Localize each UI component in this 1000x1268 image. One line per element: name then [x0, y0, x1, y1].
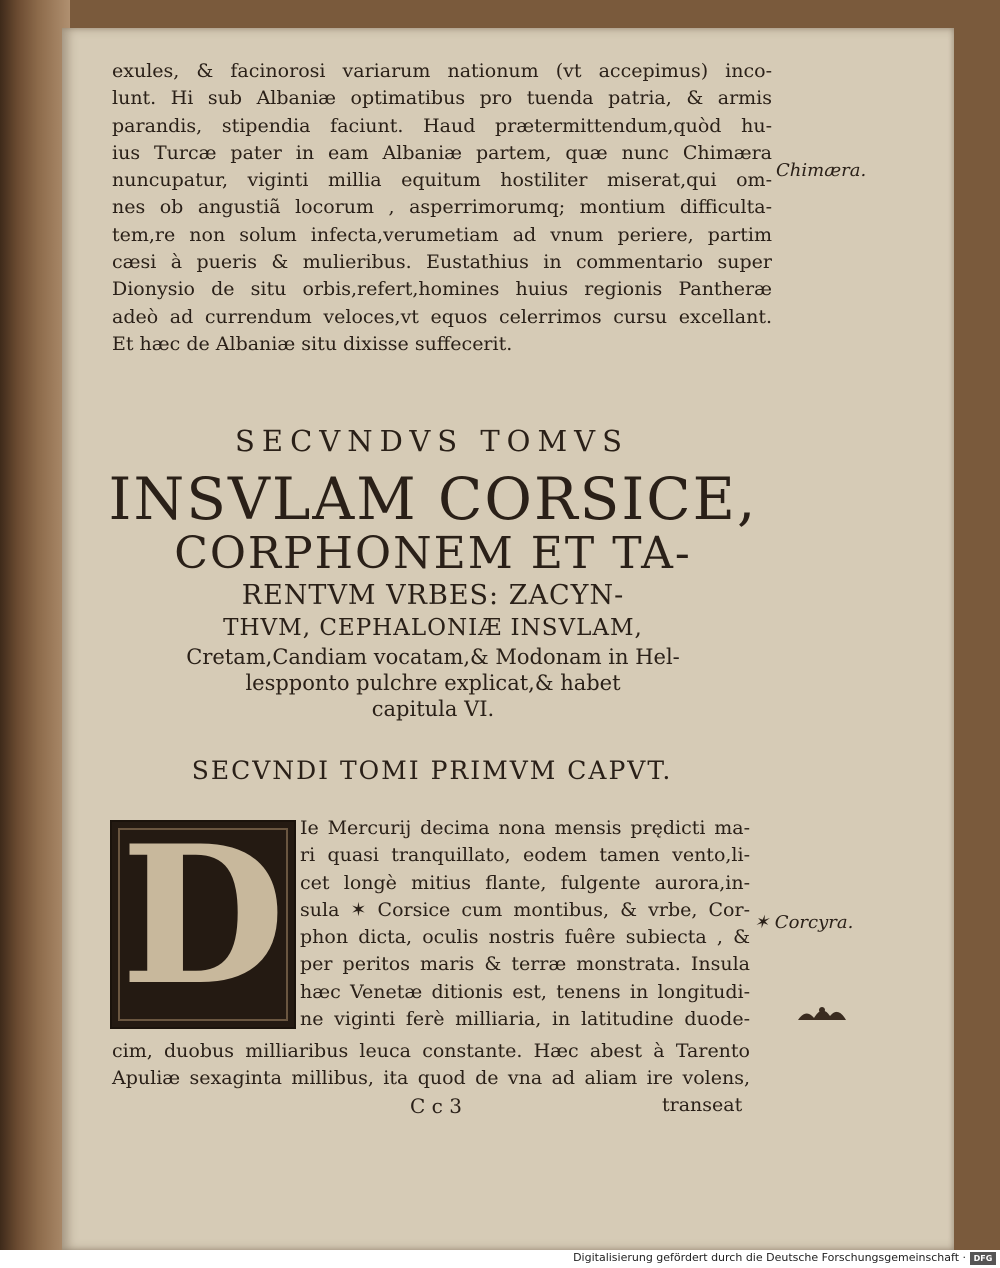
footer-credit: Digitalisierung gefördert durch die Deutsche Forschungsgemeinschaft · — [573, 1251, 966, 1264]
dfg-logo: DFG — [970, 1252, 996, 1265]
text-line: ne viginti ferè milliaria, in latitudine duode- — [300, 1008, 750, 1031]
text-line: Dionysio de situ orbis,refert,homines huius regionis Pantheræ — [112, 278, 772, 301]
text-line: tem,re non solum infecta,verumetiam ad vnum periere, partim — [112, 223, 772, 246]
text-line: phon dicta, oculis nostris fuêre subiecta , & — [300, 926, 750, 949]
marginal-note-chimaera: Chimæra. — [776, 160, 867, 181]
text-line: nes ob angustiã locorum , asperrimorumq; montium difficulta- — [112, 196, 772, 219]
title-line: CORPHONEM ET TA- — [174, 528, 692, 579]
text-line: exules, & facinorosi variarum nationum (vt accepimus) inco- — [112, 60, 772, 82]
caput-heading: SECVNDI TOMI PRIMVM CAPVT. — [191, 756, 673, 785]
body-text-top — [112, 58, 772, 358]
text-line: lunt. Hi sub Albaniæ optimatibus pro tuenda patria, & armis — [112, 87, 772, 110]
text-line: Apuliæ sexaginta millibus, ita quod de vna ad aliam ire volens, — [112, 1067, 750, 1090]
decorated-initial — [110, 804, 296, 1029]
signature-mark: C c 3 — [410, 1094, 462, 1118]
paragraph-full-width — [112, 1038, 750, 1093]
text-line: sula ✶ Corsice cum montibus, & vrbe, Cor- — [300, 898, 750, 921]
text-line: cæsi à pueris & mulieribus. Eustathius in commentario super — [112, 251, 772, 274]
ornament-icon — [796, 1000, 848, 1026]
text-line: cim, duobus milliaribus leuca constante. Hæc abest à Tarento — [112, 1040, 750, 1062]
text-line: adeò ad currendum veloces,vt equos celerrimos cursu excellant. — [112, 305, 772, 328]
text-line: Et hæc de Albaniæ situ dixisse suffecerit. — [112, 332, 513, 355]
title-block — [100, 465, 766, 722]
book-binding — [0, 0, 70, 1250]
text-line: ius Turcæ pater in eam Albaniæ partem, quæ nunc Chimæra — [112, 141, 772, 164]
text-line: per peritos maris & terræ monstrata. Insula — [300, 953, 750, 976]
title-line: Cretam,Candiam vocatam,& Modonam in Hel- — [186, 645, 680, 669]
text-line: ri quasi tranquillato, eodem tamen vento,li- — [300, 844, 750, 867]
title-line: THVM, CEPHALONIÆ INSVLAM, — [223, 615, 643, 641]
text-line: Ie Mercurij decima nona mensis prędicti ma- — [300, 817, 750, 839]
title-line: RENTVM VRBES: ZACYN- — [241, 580, 625, 611]
text-line: parandis, stipendia faciunt. Haud prætermittendum,quòd hu- — [112, 114, 772, 137]
text-line: nuncupatur, viginti millia equitum hostiliter miserat,qui om- — [112, 169, 772, 192]
initial-letter: D — [120, 804, 286, 1027]
footer-bar — [0, 1250, 1000, 1268]
paragraph-beside-initial — [300, 815, 750, 1033]
catchword: transeat — [662, 1094, 743, 1116]
text-line: hæc Venetæ ditionis est, tenens in longitudi- — [300, 980, 750, 1003]
tomus-heading: SECVNDVS TOMVS — [235, 424, 629, 458]
text-line: cet longè mitius flante, fulgente aurora,in- — [300, 871, 750, 894]
title-line: capitula VI. — [371, 697, 495, 721]
marginal-note-corcyra: ✶ Corcyra. — [754, 912, 854, 933]
title-line: lespponto pulchre explicat,& habet — [245, 671, 621, 695]
title-line: INSVLAM CORSICE, — [108, 465, 758, 533]
